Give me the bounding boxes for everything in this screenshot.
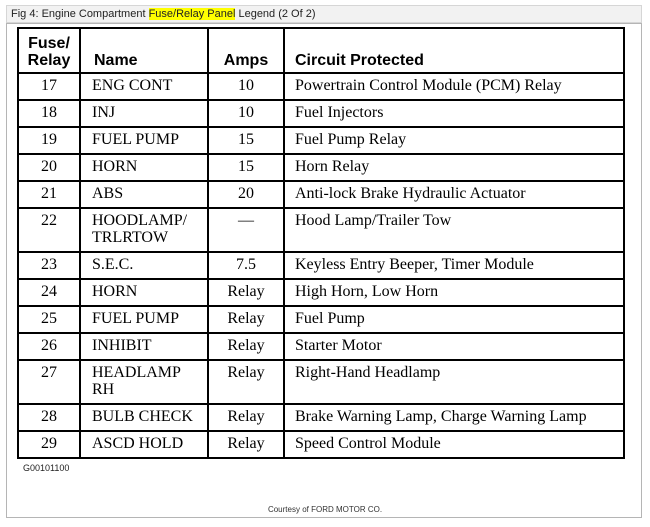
circuit-cell: Starter Motor	[284, 333, 624, 360]
name-cell: FUEL PUMP	[80, 127, 208, 154]
fuse-number-cell: 20	[18, 154, 80, 181]
amps-cell: 7.5	[208, 252, 284, 279]
circuit-cell: Fuel Pump Relay	[284, 127, 624, 154]
name-cell: FUEL PUMP	[80, 306, 208, 333]
name-cell: HEADLAMP RH	[80, 360, 208, 404]
table-row	[18, 154, 624, 181]
circuit-cell: Fuel Pump	[284, 306, 624, 333]
name-cell: INHIBIT	[80, 333, 208, 360]
amps-cell: Relay	[208, 431, 284, 458]
amps-cell: Relay	[208, 279, 284, 306]
table-row	[18, 73, 624, 100]
name-cell: ASCD HOLD	[80, 431, 208, 458]
amps-cell: 20	[208, 181, 284, 208]
table-row	[18, 252, 624, 279]
column-header-name: Name	[80, 28, 208, 73]
fuse-number-cell: 21	[18, 181, 80, 208]
figure-caption	[6, 5, 642, 23]
circuit-cell: Horn Relay	[284, 154, 624, 181]
circuit-cell: High Horn, Low Horn	[284, 279, 624, 306]
table-row	[18, 100, 624, 127]
table-header-row	[18, 28, 624, 73]
amps-cell: 10	[208, 100, 284, 127]
fuse-number-cell: 23	[18, 252, 80, 279]
circuit-cell: Fuel Injectors	[284, 100, 624, 127]
name-cell: ENG CONT	[80, 73, 208, 100]
fuse-number-cell: 28	[18, 404, 80, 431]
fuse-number-cell: 29	[18, 431, 80, 458]
amps-cell: Relay	[208, 333, 284, 360]
circuit-cell: Powertrain Control Module (PCM) Relay	[284, 73, 624, 100]
caption-highlight: Fuse/Relay Panel	[148, 8, 236, 20]
table-row	[18, 127, 624, 154]
fuse-number-cell: 17	[18, 73, 80, 100]
name-cell: HORN	[80, 279, 208, 306]
name-cell: HORN	[80, 154, 208, 181]
table-row	[18, 431, 624, 458]
table-row	[18, 181, 624, 208]
table-row	[18, 360, 624, 404]
fuse-number-cell: 26	[18, 333, 80, 360]
caption-suffix: Legend (2 Of 2)	[235, 8, 316, 20]
circuit-cell: Speed Control Module	[284, 431, 624, 458]
fuse-relay-legend-table	[17, 27, 625, 459]
circuit-cell: Right-Hand Headlamp	[284, 360, 624, 404]
table-row	[18, 208, 624, 252]
amps-cell: Relay	[208, 306, 284, 333]
name-cell: BULB CHECK	[80, 404, 208, 431]
courtesy-credit: Courtesy of FORD MOTOR CO.	[267, 505, 383, 514]
amps-cell: Relay	[208, 404, 284, 431]
name-cell: HOODLAMP/ TRLRTOW	[80, 208, 208, 252]
fuse-number-cell: 27	[18, 360, 80, 404]
figure-id: G00101100	[23, 463, 70, 473]
fuse-number-cell: 22	[18, 208, 80, 252]
table-row	[18, 279, 624, 306]
circuit-cell: Anti-lock Brake Hydraulic Actuator	[284, 181, 624, 208]
column-header-amps: Amps	[208, 28, 284, 73]
amps-cell: —	[208, 208, 284, 252]
amps-cell: 10	[208, 73, 284, 100]
amps-cell: 15	[208, 127, 284, 154]
column-header-circuit-protected: Circuit Protected	[284, 28, 624, 73]
fuse-number-cell: 18	[18, 100, 80, 127]
amps-cell: Relay	[208, 360, 284, 404]
caption-prefix: Fig 4: Engine Compartment	[11, 8, 149, 20]
table-row	[18, 404, 624, 431]
name-cell: ABS	[80, 181, 208, 208]
name-cell: S.E.C.	[80, 252, 208, 279]
circuit-cell: Hood Lamp/Trailer Tow	[284, 208, 624, 252]
circuit-cell: Brake Warning Lamp, Charge Warning Lamp	[284, 404, 624, 431]
amps-cell: 15	[208, 154, 284, 181]
table-row	[18, 306, 624, 333]
circuit-cell: Keyless Entry Beeper, Timer Module	[284, 252, 624, 279]
table-row	[18, 333, 624, 360]
fuse-number-cell: 25	[18, 306, 80, 333]
fuse-number-cell: 24	[18, 279, 80, 306]
name-cell: INJ	[80, 100, 208, 127]
column-header-fuse-relay: Fuse/ Relay	[18, 28, 80, 73]
fuse-number-cell: 19	[18, 127, 80, 154]
